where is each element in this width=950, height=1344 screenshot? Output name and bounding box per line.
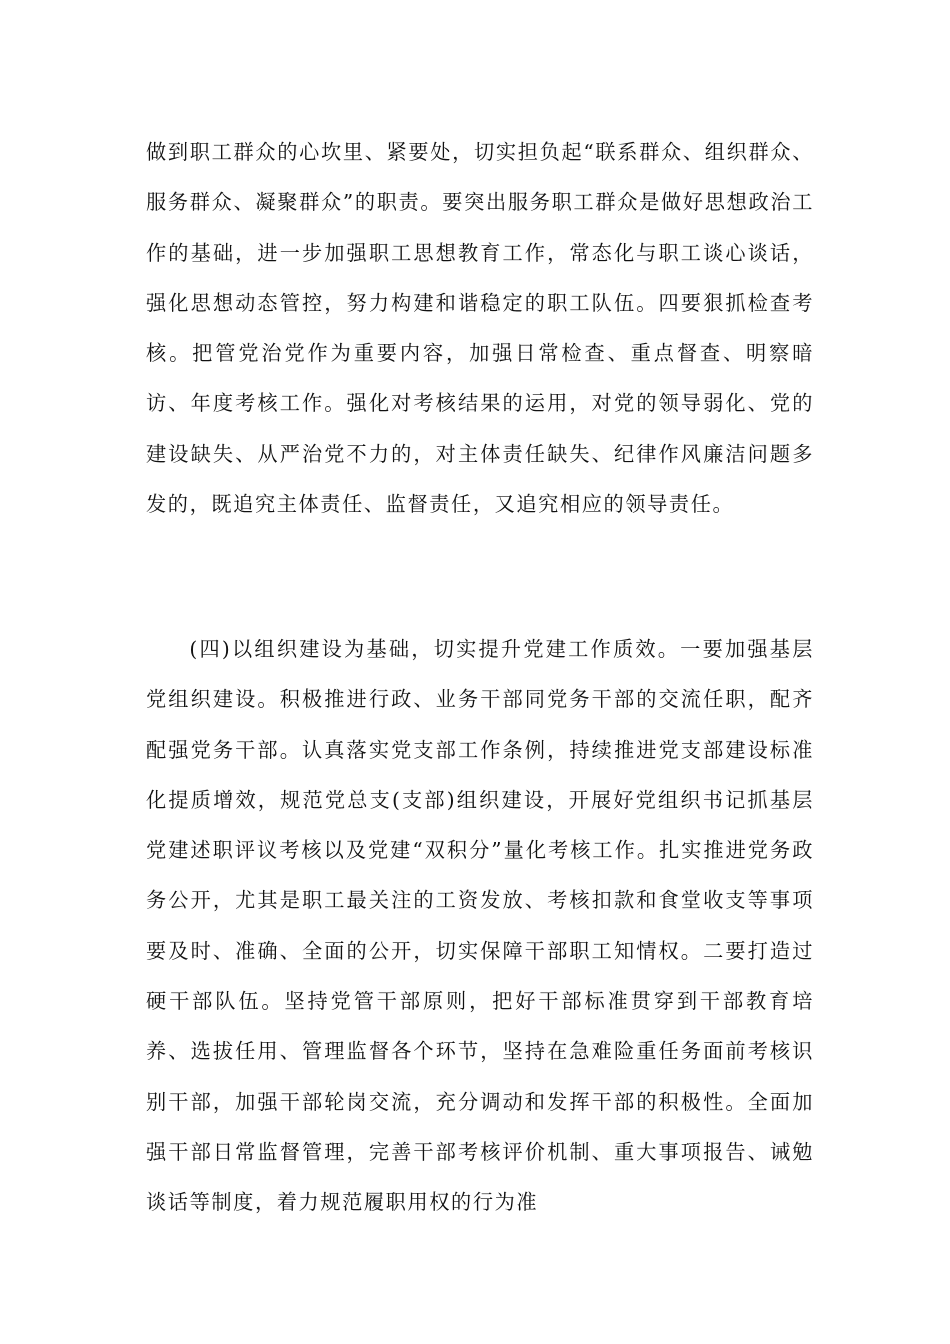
body-paragraph-1: 做到职工群众的心坎里、紧要处，切实担负起“联系群众、组织群众、服务群众、凝聚群众”的职责。要突出服务职工群众是做好思想政治工作的基础，进一步加强职工思想教育工作，常态化与职工谈心谈话，强化思想动态管控，努力构建和谐稳定的职工队伍。四要狠抓检查考核。把管党治党作为重要内容，加强日常检查、重点督查、明察暗访、年度考核工作。强化对考核结果的运用，对党的领导弱化、党的建设缺失、从严治党不力的，对主体责任缺失、纪律作风廉洁问题多发的，既追究主体责任、监督责任，又追究相应的领导责任。 — [146, 140, 814, 517]
body-paragraph-2: (四)以组织建设为基础，切实提升党建工作质效。一要加强基层党组织建设。积极推进行政、业务干部同党务干部的交流任职，配齐配强党务干部。认真落实党支部工作条例，持续推进党支部建设标准化提质增效，规范党总支(支部)组织建设，开展好党组织书记抓基层党建述职评议考核以及党建“双积分”量化考核工作。扎实推进党务政务公开，尤其是职工最关注的工资发放、考核扣款和食堂收支等事项要及时、准确、全面的公开，切实保障干部职工知情权。二要打造过硬干部队伍。坚持党管干部原则，把好干部标准贯穿到干部教育培养、选拔任用、管理监督各个环节，坚持在急难险重任务面前考核识别干部，加强干部轮岗交流，充分调动和发挥干部的积极性。全面加强干部日常监督管理，完善干部考核评价机制、重大事项报告、诫勉谈话等制度，着力规范履职用权的行为准 — [146, 637, 814, 1215]
